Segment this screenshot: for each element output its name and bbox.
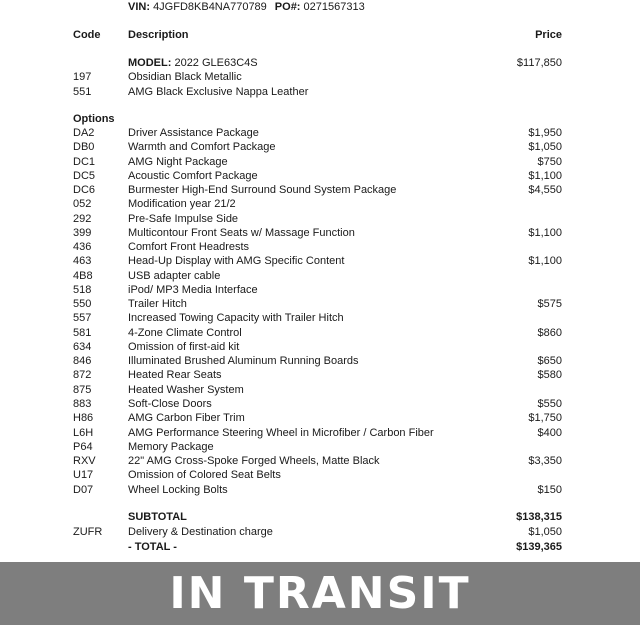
option-row [0, 311, 640, 325]
option-code: L6H [73, 426, 94, 439]
option-code: DC6 [73, 184, 96, 196]
option-price: $1,100 [528, 226, 562, 239]
option-price: $1,100 [528, 169, 562, 182]
column-header-description: Description [128, 29, 189, 41]
destination-code: ZUFR [73, 526, 103, 538]
total-price: $139,365 [516, 541, 562, 553]
option-code: 292 [73, 212, 92, 225]
option-description: Omission of first-aid kit [128, 340, 240, 353]
option-row [0, 411, 640, 425]
option-code: H86 [73, 412, 94, 425]
model-value: 2022 GLE63C4S [174, 57, 258, 69]
option-row [0, 254, 640, 268]
option-description: Heated Rear Seats [128, 369, 222, 382]
option-code: 399 [73, 226, 92, 239]
option-row [0, 240, 640, 254]
option-row [0, 454, 640, 468]
option-row [0, 468, 640, 482]
option-price: $1,950 [528, 127, 562, 139]
option-description: USB adapter cable [128, 269, 221, 282]
option-row [0, 440, 640, 454]
destination-description: Delivery & Destination charge [128, 526, 273, 538]
option-description: Pre-Safe Impulse Side [128, 212, 239, 225]
item-description: AMG Black Exclusive Nappa Leather [128, 85, 309, 98]
option-row [0, 397, 640, 411]
item-code: 551 [73, 85, 92, 98]
status-banner [0, 562, 640, 625]
option-row [0, 368, 640, 382]
option-code: 875 [73, 383, 92, 396]
option-price: $550 [537, 397, 562, 410]
subtotal-price: $138,315 [516, 511, 562, 523]
option-description: Heated Washer System [128, 383, 244, 396]
option-price: $650 [537, 355, 562, 368]
option-price: $580 [537, 369, 562, 382]
option-price: $1,750 [528, 412, 562, 425]
option-description: 4-Zone Climate Control [128, 326, 242, 339]
option-description: Modification year 21/2 [128, 198, 236, 211]
option-code: 518 [73, 283, 92, 296]
option-description: Burmester High-End Surround Sound System Package [128, 184, 397, 196]
option-code: U17 [73, 469, 94, 482]
option-row [0, 183, 640, 197]
option-price: $4,550 [528, 184, 562, 196]
option-description: Acoustic Comfort Package [128, 169, 258, 182]
total-row [0, 540, 640, 554]
vin-po-line [128, 0, 365, 14]
option-price: $150 [537, 483, 562, 496]
option-code: 550 [73, 298, 92, 311]
option-code: DA2 [73, 127, 95, 139]
option-description: iPod/ MP3 Media Interface [128, 283, 258, 296]
option-description: Increased Towing Capacity with Trailer Hitch [128, 312, 344, 325]
option-row [0, 155, 640, 169]
option-row [0, 354, 640, 368]
option-description: Comfort Front Headrests [128, 241, 250, 254]
subtotal-label: SUBTOTAL [128, 511, 187, 523]
option-description: Memory Package [128, 440, 214, 453]
base-item-row [0, 70, 640, 84]
option-row [0, 212, 640, 226]
po-value: 0271567313 [303, 1, 365, 13]
model-price: $117,850 [516, 57, 562, 69]
option-code: 463 [73, 255, 92, 268]
option-row [0, 140, 640, 154]
total-label: - TOTAL - [128, 541, 177, 553]
option-description: AMG Performance Steering Wheel in Microfiber / Carbon Fiber [128, 426, 434, 439]
option-code: 4B8 [73, 269, 93, 282]
options-heading: Options [73, 113, 115, 125]
option-description: Omission of Colored Seat Belts [128, 469, 281, 482]
option-description: Wheel Locking Bolts [128, 483, 228, 496]
option-code: 052 [73, 198, 92, 211]
option-row [0, 383, 640, 397]
option-code: 581 [73, 326, 92, 339]
item-code: 197 [73, 71, 92, 83]
option-description: Soft-Close Doors [128, 397, 212, 410]
model-label: MODEL: [128, 57, 172, 69]
base-item-row [0, 85, 640, 99]
option-row [0, 483, 640, 497]
option-description: Driver Assistance Package [128, 127, 259, 139]
option-code: D07 [73, 483, 94, 496]
option-code: 436 [73, 241, 92, 254]
option-description: AMG Night Package [128, 155, 228, 168]
option-row [0, 326, 640, 340]
option-code: RXV [73, 455, 96, 467]
status-banner-text: IN TRANSIT [169, 567, 471, 619]
po-label: PO#: [274, 1, 301, 13]
vin-value: 4JGFD8KB4NA770789 [153, 1, 267, 13]
option-price: $400 [537, 426, 562, 439]
option-price: $750 [537, 155, 562, 168]
subtotal-row [0, 510, 640, 524]
option-code: 846 [73, 355, 92, 368]
item-description: Obsidian Black Metallic [128, 71, 242, 83]
option-code: 883 [73, 397, 92, 410]
option-description: Head-Up Display with AMG Specific Content [128, 255, 345, 268]
option-description: Multicontour Front Seats w/ Massage Function [128, 226, 355, 239]
model-row [0, 56, 640, 70]
option-row [0, 226, 640, 240]
option-description: Warmth and Comfort Package [128, 141, 276, 154]
option-code: 634 [73, 340, 92, 353]
model-cell [128, 56, 258, 70]
option-code: P64 [73, 440, 93, 453]
option-price: $575 [537, 298, 562, 311]
destination-row [0, 525, 640, 539]
option-row [0, 340, 640, 354]
option-price: $1,100 [528, 255, 562, 268]
option-row [0, 197, 640, 211]
option-description: 22" AMG Cross-Spoke Forged Wheels, Matte Black [128, 455, 380, 467]
destination-price: $1,050 [528, 526, 562, 538]
option-row [0, 269, 640, 283]
option-row [0, 297, 640, 311]
option-description: Illuminated Brushed Aluminum Running Boards [128, 355, 359, 368]
column-header-code: Code [73, 29, 101, 41]
option-code: 872 [73, 369, 92, 382]
option-row [0, 126, 640, 140]
option-row [0, 283, 640, 297]
column-header-price: Price [535, 29, 562, 41]
option-code: DB0 [73, 141, 95, 154]
option-code: DC5 [73, 169, 96, 182]
option-description: Trailer Hitch [128, 298, 187, 311]
option-price: $1,050 [528, 141, 562, 154]
option-row [0, 426, 640, 440]
vin-label: VIN: [128, 1, 150, 13]
option-price: $3,350 [528, 455, 562, 467]
option-description: AMG Carbon Fiber Trim [128, 412, 245, 425]
option-code: 557 [73, 312, 92, 325]
option-code: DC1 [73, 155, 96, 168]
option-row [0, 169, 640, 183]
option-price: $860 [537, 326, 562, 339]
